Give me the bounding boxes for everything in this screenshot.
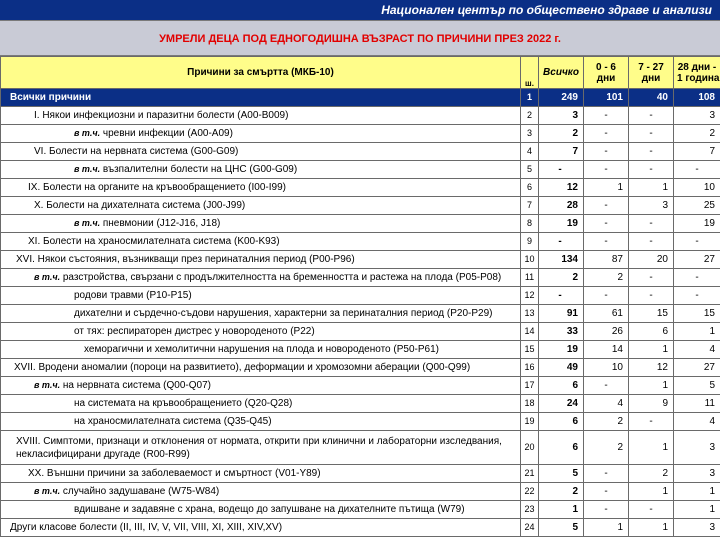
days-7-27-cell: 1 [629, 179, 674, 197]
days-0-6-cell: 26 [584, 323, 629, 341]
total-cell: 19 [539, 341, 584, 359]
days-0-6-cell: - [584, 161, 629, 179]
table-row [1, 431, 720, 465]
days-7-27-cell: - [629, 143, 674, 161]
table-row [1, 197, 720, 215]
total-cell: 134 [539, 251, 584, 269]
cause-label: на нервната система (Q00-Q07) [63, 380, 211, 391]
total-cell: 6 [539, 377, 584, 395]
total-cell: 1 [539, 501, 584, 519]
row-no-cell: 7 [521, 197, 539, 215]
days-0-6-cell: - [584, 215, 629, 233]
total-cell: 33 [539, 323, 584, 341]
days-0-6-cell: 101 [584, 89, 629, 107]
total-cell: 2 [539, 483, 584, 501]
row-no-cell: 2 [521, 107, 539, 125]
cause-label: възпалителни болести на ЦНС (G00-G09) [103, 164, 297, 175]
table-row [1, 359, 720, 377]
table-row [1, 215, 720, 233]
days-0-6-cell: - [584, 377, 629, 395]
table-row [1, 395, 720, 413]
table-row [1, 269, 720, 287]
cause-label: X. Болести на дихателната система (J00-J99) [34, 200, 245, 211]
cause-cell [1, 519, 521, 537]
days-28-365-cell: 10 [674, 179, 720, 197]
days-7-27-cell: 3 [629, 197, 674, 215]
total-cell: 24 [539, 395, 584, 413]
table-row [1, 233, 720, 251]
header-7-27-days: 7 - 27 дни [629, 57, 674, 89]
table-row [1, 251, 720, 269]
days-7-27-cell: - [629, 125, 674, 143]
cause-cell [1, 395, 521, 413]
days-28-365-cell: - [674, 233, 720, 251]
table-row [1, 377, 720, 395]
cause-label: VI. Болести на нервната система (G00-G09) [34, 146, 238, 157]
row-no-cell: 11 [521, 269, 539, 287]
row-no-cell: 22 [521, 483, 539, 501]
days-0-6-cell: 2 [584, 413, 629, 431]
cause-label: I. Някои инфекциозни и паразитни болести (A00-B009) [34, 110, 288, 121]
row-no-cell: 24 [521, 519, 539, 537]
days-7-27-cell: 1 [629, 377, 674, 395]
days-28-365-cell: 19 [674, 215, 720, 233]
days-28-365-cell: 3 [674, 107, 720, 125]
total-cell: - [539, 287, 584, 305]
row-no-cell: 8 [521, 215, 539, 233]
days-7-27-cell: 15 [629, 305, 674, 323]
cause-cell [1, 251, 521, 269]
days-28-365-cell: 3 [674, 519, 720, 537]
cause-label: разстройства, свързани с продължителността на бременността и растежа на плода (P05-P08) [63, 272, 501, 283]
cause-label: случайно задушаване (W75-W84) [63, 486, 219, 497]
table-row [1, 413, 720, 431]
days-7-27-cell: - [629, 161, 674, 179]
total-cell: 12 [539, 179, 584, 197]
days-28-365-cell: 3 [674, 465, 720, 483]
total-cell: 2 [539, 269, 584, 287]
cause-cell [1, 125, 521, 143]
row-no-cell: 17 [521, 377, 539, 395]
table-row [1, 179, 720, 197]
table-header-row [1, 57, 720, 89]
cause-label: Други класове болести (II, III, IV, V, VII, VIII, XI, XIII, XIV,XV) [10, 522, 282, 533]
cause-cell [1, 233, 521, 251]
cause-cell [1, 431, 521, 465]
days-28-365-cell: - [674, 161, 720, 179]
days-28-365-cell: 27 [674, 251, 720, 269]
cause-label: от тях: респираторен дистрес у новороденото (P22) [74, 326, 315, 337]
cause-cell [1, 359, 521, 377]
row-no-cell: 10 [521, 251, 539, 269]
cause-label: IX. Болести на органите на кръвообращението (I00-I99) [28, 182, 286, 193]
report-title: УМРЕЛИ ДЕЦА ПОД ЕДНОГОДИШНА ВЪЗРАСТ ПО ПРИЧИНИ ПРЕЗ 2022 г. [0, 20, 720, 56]
total-cell: 249 [539, 89, 584, 107]
cause-cell [1, 341, 521, 359]
row-no-cell: 9 [521, 233, 539, 251]
row-no-cell: 23 [521, 501, 539, 519]
cause-label: хеморагични и хемолитични нарушения на плода и новороденото (P50-P61) [84, 344, 439, 355]
days-0-6-cell: 10 [584, 359, 629, 377]
days-7-27-cell: 1 [629, 431, 674, 465]
total-cell: - [539, 233, 584, 251]
row-no-cell: 6 [521, 179, 539, 197]
cause-label: на системата на кръвообращението (Q20-Q28) [74, 398, 292, 409]
row-no-cell: 19 [521, 413, 539, 431]
days-28-365-cell: 1 [674, 501, 720, 519]
cause-cell [1, 501, 521, 519]
days-0-6-cell: 1 [584, 179, 629, 197]
days-28-365-cell: 2 [674, 125, 720, 143]
days-7-27-cell: 1 [629, 519, 674, 537]
cause-label: родови травми (P10-P15) [74, 290, 192, 301]
row-no-cell: 18 [521, 395, 539, 413]
row-no-cell: 16 [521, 359, 539, 377]
days-0-6-cell: - [584, 143, 629, 161]
days-0-6-cell: 14 [584, 341, 629, 359]
total-cell: 2 [539, 125, 584, 143]
cause-cell [1, 161, 521, 179]
table-row [1, 519, 720, 537]
cause-label: пневмонии (J12-J16, J18) [103, 218, 221, 229]
days-7-27-cell: - [629, 215, 674, 233]
cause-cell [1, 143, 521, 161]
cause-cell [1, 107, 521, 125]
cause-label: XVII. Вродени аномалии (пороци на развитието), деформации и хромозомни аберации (Q00-Q99) [14, 362, 470, 373]
header-row-no: ш. [521, 57, 539, 89]
table-row [1, 143, 720, 161]
days-0-6-cell: - [584, 197, 629, 215]
cause-label: вдишване и задавяне с храна, водещо до запушване на дихателните пътища (W79) [74, 504, 465, 515]
table-row [1, 287, 720, 305]
total-cell: - [539, 161, 584, 179]
row-no-cell: 12 [521, 287, 539, 305]
total-cell: 6 [539, 431, 584, 465]
table-row [1, 125, 720, 143]
cause-label: XVIII. Симптоми, признаци и отклонения от нормата, открити при клинични и лабораторни изследвания, [16, 436, 502, 447]
causes-table [0, 56, 720, 537]
days-7-27-cell: - [629, 107, 674, 125]
org-header: Национален център по обществено здраве и анализи [0, 0, 720, 20]
days-7-27-cell: 1 [629, 483, 674, 501]
days-0-6-cell: 2 [584, 269, 629, 287]
cause-prefix: в т.ч. [74, 164, 100, 174]
days-7-27-cell: - [629, 501, 674, 519]
total-cell: 91 [539, 305, 584, 323]
total-cell: 6 [539, 413, 584, 431]
days-0-6-cell: 2 [584, 431, 629, 465]
days-7-27-cell: 6 [629, 323, 674, 341]
table-row [1, 107, 720, 125]
cause-prefix: в т.ч. [34, 380, 60, 390]
days-28-365-cell: 25 [674, 197, 720, 215]
days-28-365-cell: 3 [674, 431, 720, 465]
days-0-6-cell: - [584, 483, 629, 501]
cause-cell [1, 323, 521, 341]
row-no-cell: 1 [521, 89, 539, 107]
row-no-cell: 15 [521, 341, 539, 359]
days-28-365-cell: 4 [674, 341, 720, 359]
total-cell: 5 [539, 465, 584, 483]
row-no-cell: 5 [521, 161, 539, 179]
cause-label: на храносмилателната система (Q35-Q45) [74, 416, 272, 427]
table-row [1, 161, 720, 179]
header-28-days-1-year: 28 дни - 1 година [674, 57, 720, 89]
days-0-6-cell: - [584, 465, 629, 483]
total-cell: 49 [539, 359, 584, 377]
cause-label: XX. Външни причини за заболеваемост и смъртност (V01-Y89) [28, 468, 321, 479]
table-row [1, 501, 720, 519]
days-28-365-cell: 1 [674, 323, 720, 341]
days-7-27-cell: 12 [629, 359, 674, 377]
total-cell: 7 [539, 143, 584, 161]
days-0-6-cell: - [584, 287, 629, 305]
header-0-6-days: 0 - 6 дни [584, 57, 629, 89]
days-0-6-cell: - [584, 501, 629, 519]
days-28-365-cell: 4 [674, 413, 720, 431]
cause-label: чревни инфекции (A00-A09) [103, 128, 233, 139]
total-cell: 19 [539, 215, 584, 233]
days-0-6-cell: - [584, 233, 629, 251]
cause-label: дихателни и сърдечно-съдови нарушения, характерни за перинаталния период (P20-P29) [74, 308, 493, 319]
cause-label: XI. Болести на храносмилателната система (K00-K93) [28, 236, 280, 247]
days-0-6-cell: 1 [584, 519, 629, 537]
days-28-365-cell: 7 [674, 143, 720, 161]
cause-prefix: в т.ч. [34, 272, 60, 282]
cause-label: XVI. Някои състояния, възникващи през перинаталния период (P00-P96) [16, 254, 355, 265]
row-no-cell: 14 [521, 323, 539, 341]
days-28-365-cell: 11 [674, 395, 720, 413]
cause-cell [1, 287, 521, 305]
days-7-27-cell: 2 [629, 465, 674, 483]
days-7-27-cell: 20 [629, 251, 674, 269]
days-28-365-cell: - [674, 269, 720, 287]
table-row-all-causes [1, 89, 720, 107]
row-no-cell: 4 [521, 143, 539, 161]
days-7-27-cell: 1 [629, 341, 674, 359]
table-row [1, 323, 720, 341]
days-28-365-cell: 15 [674, 305, 720, 323]
cause-cell [1, 269, 521, 287]
days-7-27-cell: 9 [629, 395, 674, 413]
days-7-27-cell: - [629, 413, 674, 431]
days-0-6-cell: 4 [584, 395, 629, 413]
row-no-cell: 3 [521, 125, 539, 143]
cause-label-cont: некласифицирани другаде (R00-R99) [16, 449, 190, 460]
days-0-6-cell: - [584, 125, 629, 143]
days-28-365-cell: 1 [674, 483, 720, 501]
days-0-6-cell: 87 [584, 251, 629, 269]
row-no-cell: 13 [521, 305, 539, 323]
row-no-cell: 21 [521, 465, 539, 483]
cause-prefix: в т.ч. [74, 218, 100, 228]
row-no-cell: 20 [521, 431, 539, 465]
days-7-27-cell: 40 [629, 89, 674, 107]
days-28-365-cell: 108 [674, 89, 720, 107]
table-row [1, 341, 720, 359]
cause-cell [1, 483, 521, 501]
header-cause: Причини за смъртта (МКБ-10) [1, 57, 521, 89]
table-row [1, 465, 720, 483]
cause-prefix: в т.ч. [34, 486, 60, 496]
table-row [1, 483, 720, 501]
cause-cell [1, 197, 521, 215]
table-row [1, 305, 720, 323]
cause-cell [1, 215, 521, 233]
days-28-365-cell: 27 [674, 359, 720, 377]
days-7-27-cell: - [629, 269, 674, 287]
days-7-27-cell: - [629, 233, 674, 251]
days-7-27-cell: - [629, 287, 674, 305]
cause-cell [1, 377, 521, 395]
total-cell: 5 [539, 519, 584, 537]
days-0-6-cell: 61 [584, 305, 629, 323]
days-0-6-cell: - [584, 107, 629, 125]
cause-prefix: в т.ч. [74, 128, 100, 138]
total-cell: 28 [539, 197, 584, 215]
cause-cell [1, 305, 521, 323]
days-28-365-cell: 5 [674, 377, 720, 395]
cause-cell [1, 413, 521, 431]
cause-label: Всички причини [10, 92, 91, 103]
cause-cell [1, 89, 521, 107]
cause-cell [1, 465, 521, 483]
header-total: Всичко [539, 57, 584, 89]
total-cell: 3 [539, 107, 584, 125]
cause-cell [1, 179, 521, 197]
days-28-365-cell: - [674, 287, 720, 305]
